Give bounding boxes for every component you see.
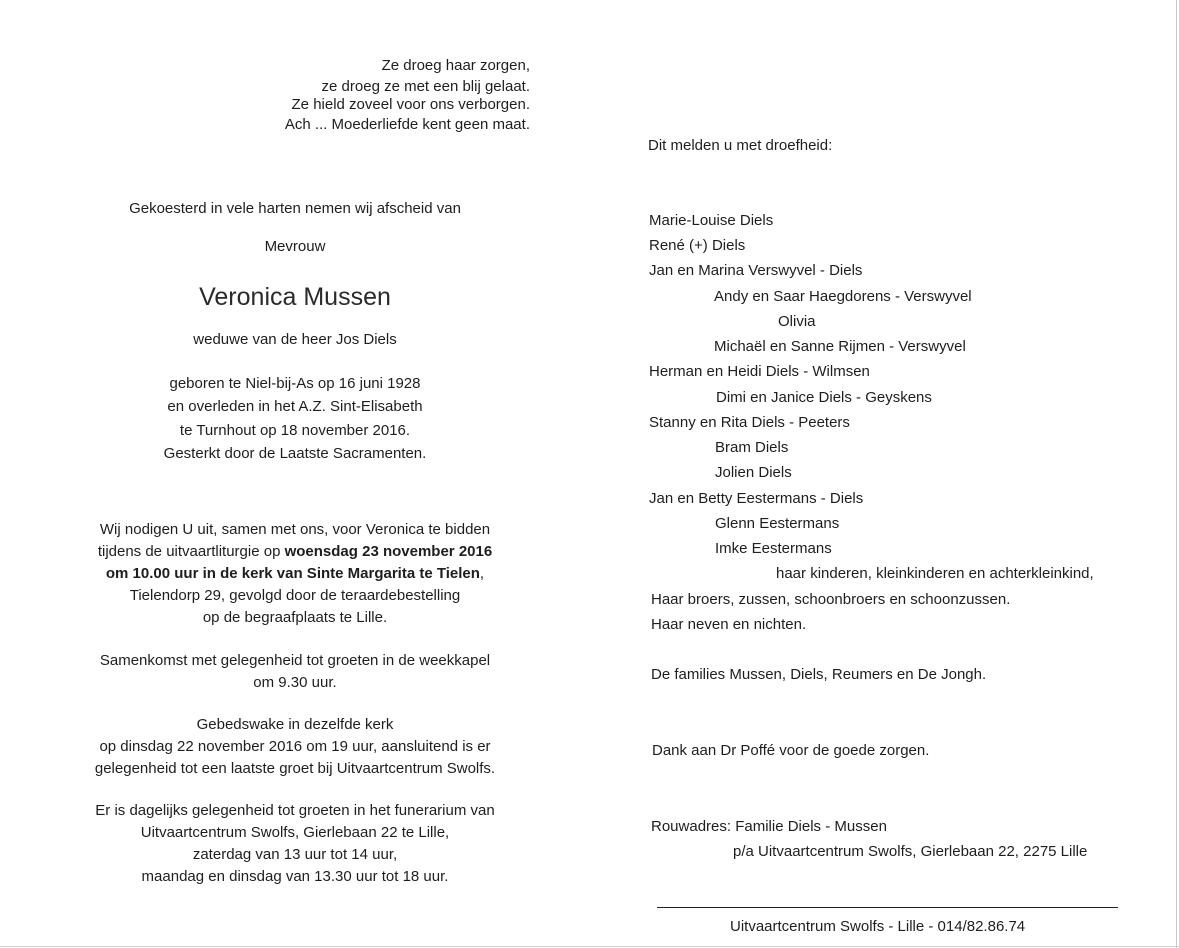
service-date: woensdag 23 november 2016 xyxy=(284,543,493,560)
announcement: Dit melden u met droefheid: xyxy=(648,137,833,154)
deceased-name: Veronica Mussen xyxy=(199,283,391,311)
family-member: Jan en Marina Verswyvel - Diels xyxy=(649,262,863,279)
invitation-text: tijdens de uitvaartliturgie op xyxy=(97,543,285,560)
invitation-line: Tielendorp 29, gevolgd door de teraardebestelling xyxy=(129,587,461,604)
invitation-line xyxy=(40,543,550,561)
footer-funeral-home: Uitvaartcentrum Swolfs - Lille - 014/82.86.74 xyxy=(730,918,1026,935)
funerarium-line: zaterdag van 13 uur tot 14 uur, xyxy=(192,846,398,863)
birth-death-line: en overleden in het A.Z. Sint-Elisabeth xyxy=(167,398,423,415)
family-member: Andy en Saar Haegdorens - Verswyvel xyxy=(714,288,972,305)
birth-death-line: Gesterkt door de Laatste Sacramenten. xyxy=(163,445,427,462)
family-member: Haar broers, zussen, schoonbroers en schoonzussen. xyxy=(651,591,1011,608)
thanks-line: Dank aan Dr Poffé voor de goede zorgen. xyxy=(652,742,930,759)
family-member: Olivia xyxy=(778,313,816,330)
page-edge xyxy=(1176,0,1177,948)
family-member: Dimi en Janice Diels - Geyskens xyxy=(716,389,932,406)
address-line: p/a Uitvaartcentrum Swolfs, Gierlebaan 22, 2275 Lille xyxy=(733,843,1088,860)
family-member: Jan en Betty Eestermans - Diels xyxy=(649,490,864,507)
poem-line: Ze hield zoveel voor ons verborgen. xyxy=(291,96,530,113)
family-member: Imke Eestermans xyxy=(715,540,832,557)
family-member: Stanny en Rita Diels - Peeters xyxy=(649,414,850,431)
gathering-line: om 9.30 uur. xyxy=(253,674,337,691)
families-line: De families Mussen, Diels, Reumers en De Jongh. xyxy=(651,666,987,683)
address-line: Rouwadres: Familie Diels - Mussen xyxy=(651,818,887,835)
vigil-line: Gebedswake in dezelfde kerk xyxy=(196,716,394,733)
poem-line: Ze droeg haar zorgen, xyxy=(381,57,530,74)
birth-death-line: te Turnhout op 18 november 2016. xyxy=(179,422,411,439)
funerarium-line: Uitvaartcentrum Swolfs, Gierlebaan 22 te Lille, xyxy=(140,824,450,841)
poem-line: Ach ... Moederliefde kent geen maat. xyxy=(284,116,530,133)
service-time-place: om 10.00 uur in de kerk van Sinte Margarita te Tielen xyxy=(105,565,480,582)
salutation: Mevrouw xyxy=(264,238,326,255)
family-member: Bram Diels xyxy=(715,439,789,456)
family-member: Glenn Eestermans xyxy=(715,515,840,532)
widow-of: weduwe van de heer Jos Diels xyxy=(193,331,397,348)
family-member: René (+) Diels xyxy=(649,237,746,254)
poem-line: ze droeg ze met een blij gelaat. xyxy=(321,78,530,95)
vigil-line: op dinsdag 22 november 2016 om 19 uur, aansluitend is er xyxy=(99,738,491,755)
funerarium-line: Er is dagelijks gelegenheid tot groeten in het funerarium van xyxy=(95,802,495,819)
birth-death-line: geboren te Niel-bij-As op 16 juni 1928 xyxy=(169,375,421,392)
invitation-line xyxy=(40,565,550,583)
family-member: haar kinderen, kleinkinderen en achterkleinkind, xyxy=(776,565,1094,582)
intro-text: Gekoesterd in vele harten nemen wij afscheid van xyxy=(129,200,461,217)
family-member: Michaël en Sanne Rijmen - Verswyvel xyxy=(714,338,966,355)
invitation-line: Wij nodigen U uit, samen met ons, voor Veronica te bidden xyxy=(99,521,491,538)
invitation-text: , xyxy=(479,565,485,582)
family-member: Marie-Louise Diels xyxy=(649,212,774,229)
family-member: Jolien Diels xyxy=(715,464,792,481)
family-member: Herman en Heidi Diels - Wilmsen xyxy=(649,363,870,380)
vigil-line: gelegenheid tot een laatste groet bij Uitvaartcentrum Swolfs. xyxy=(94,760,496,777)
funerarium-line: maandag en dinsdag van 13.30 uur tot 18 uur. xyxy=(141,868,449,885)
page-edge xyxy=(0,946,1179,947)
footer-divider xyxy=(657,907,1118,908)
family-member: Haar neven en nichten. xyxy=(651,616,807,633)
invitation-line: op de begraafplaats te Lille. xyxy=(202,609,388,626)
gathering-line: Samenkomst met gelegenheid tot groeten in de weekkapel xyxy=(99,652,491,669)
